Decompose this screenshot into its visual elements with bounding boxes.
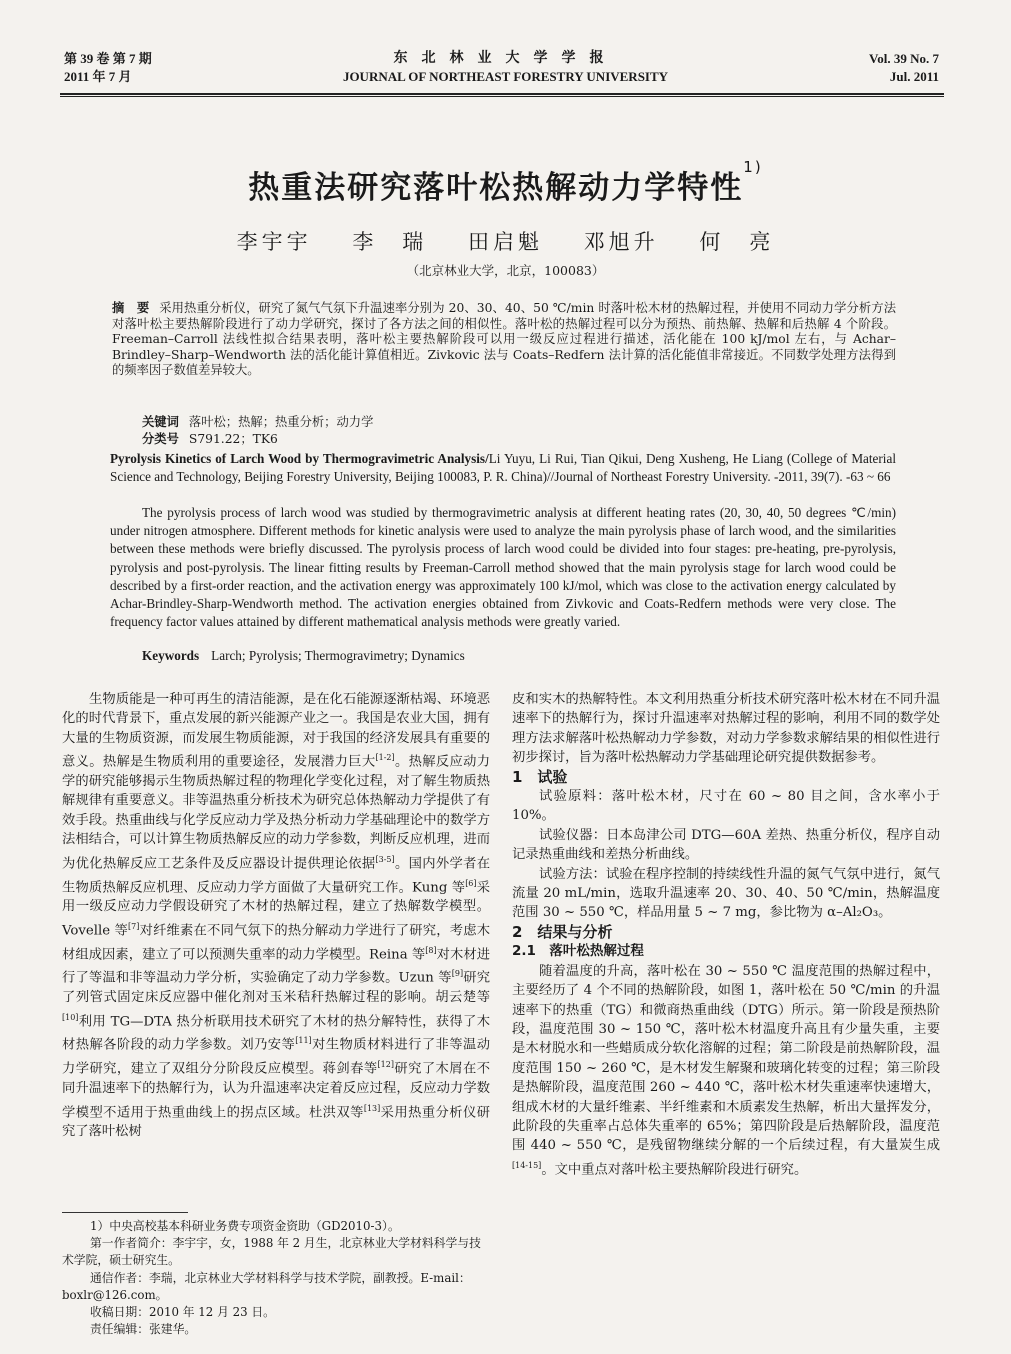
footnote-funding: 1）中央高校基本科研业务费专项资金资助（GD2010-3）。 <box>90 1219 400 1233</box>
keywords-label-en: Keywords <box>142 648 200 663</box>
author: 李 瑞 <box>352 230 428 254</box>
subsection-heading: 2.1 落叶松热解过程 <box>512 943 644 960</box>
text-run: 采用一级反应动力学假设研究了木材的热解过程，建立了热解数学模型。Vovelle 等 <box>62 879 490 939</box>
citation-ref: [8] <box>425 945 437 955</box>
footnote-received-date: 收稿日期：2010 年 12 月 23 日。 <box>90 1305 275 1320</box>
abstract-cn <box>112 301 896 379</box>
title-en: Pyrolysis Kinetics of Larch Wood by Thermogravimetric Analysis/ <box>110 451 489 466</box>
keywords-text-en: Larch; Pyrolysis; Thermogravimetry; Dynamics <box>211 648 465 663</box>
materials-paragraph: 试验原料：落叶松木材，尺寸在 60 ~ 80 目之间，含水率小于 10%。 <box>512 789 940 824</box>
citation-details: Li Yuyu, Li Rui, Tian Qikui, Deng Xusheng, He Liang (College of Material Science and Technology, Beijing Forestry University, Beijing 100083, P. R. China)//Journal of Northeast Forestry University. -2011, 39(7). -63 ~ 66 <box>110 451 896 485</box>
citation-ref: [6] <box>465 878 477 888</box>
journal-issue-en <box>869 50 939 86</box>
text-run: 对生物质材料进行了非等温动力学研究，建立了双组分分阶段反应模型。蒋剑春等 <box>62 1037 491 1077</box>
author-list <box>0 226 1011 256</box>
abstract-en: The pyrolysis process of larch wood was studied by thermogravimetric analysis at different heating rates (20, 30, 40, 50 degrees ℃/min) under nitrogen atmosphere. Different methods for kinetic analysis were used to analyze the main pyrolysis phase of larch wood, and the similarities between these methods were briefly discussed. The pyrolysis process of larch wood could be divided into four stages: pre-heating, pre-pyrolysis, pyrolysis and post-pyrolysis. The linear fitting results by Freeman-Carroll method showed that the main pyrolysis stage for larch wood could be described by a first-order reaction, and the activation energy was approximately 100 kJ/mol, which was close to the activation energy calculated by Achar-Brindley-Sharp-Wendworth method. The activation energies obtained from Zivkovic and Coats-Redfern methods were very close. The frequency factor values attained by different mathematical analysis methods were greatly varied. <box>110 505 896 630</box>
footnote-editor: 责任编辑：张建华。 <box>90 1322 197 1337</box>
title-text: 热重法研究落叶松热解动力学特性 <box>248 170 744 206</box>
text-run: 。文中重点对落叶松主要热解阶段进行研究。 <box>541 1162 808 1178</box>
text-run: 研究了木屑在不同升温速率下的热解行为，认为升温速率决定着反应过程，反应动力学数学模型不适用于热重曲线上的拐点区域。杜洪双等 <box>62 1061 491 1120</box>
author: 田启魁 <box>468 230 543 254</box>
intro-paragraph <box>62 690 490 1142</box>
instrument-paragraph: 试验仪器：日本岛津公司 DTG—60A 差热、热重分析仪，程序自动记录热重曲线和差热分析曲线。 <box>512 827 940 863</box>
text-run: 研究了列管式固定床反应器中催化剂对玉米秸秆热解过程的影响。胡云楚等 <box>62 970 491 1006</box>
text-run: 利用 TG—DTA 热分析联用技术研究了木材的热分解特性，获得了木材热解各阶段的动力学参数。刘乃安等 <box>62 1014 490 1053</box>
citation-ref: [12] <box>377 1060 394 1070</box>
text-run: 采用热重分析仪研究了落叶松树 <box>62 1104 491 1140</box>
citation-ref: [10] <box>62 1012 79 1022</box>
body-column-right <box>512 690 940 1180</box>
date-en: Jul. 2011 <box>889 69 939 84</box>
author: 邓旭升 <box>583 230 659 254</box>
class-label: 分类号 <box>142 432 179 446</box>
class-number: S791.22；TK6 <box>188 432 278 446</box>
section-heading: 2 结果与分析 <box>512 922 613 941</box>
classification-cn <box>142 431 278 447</box>
results-paragraph <box>512 962 940 1180</box>
abstract-label: 摘 要 <box>112 301 150 315</box>
citation-ref: [14-15] <box>512 1160 542 1170</box>
author: 何 亮 <box>699 230 775 254</box>
journal-name-cn: 东北林业大学学报 <box>393 51 618 66</box>
journal-name <box>0 50 1011 86</box>
header-rule-thin <box>60 96 944 97</box>
citation-ref: [3-5] <box>375 854 395 864</box>
text-run: 对木材进行了等温和非等温动力学分析，实验确定了动力学参数。Uzun 等 <box>62 946 491 986</box>
keywords-text: 落叶松；热解；热重分析；动力学 <box>188 415 374 429</box>
citation-ref: [13] <box>363 1103 381 1113</box>
text-run: 生物质能是一种可再生的清洁能源，是在化石能源逐渐枯竭、环境恶化的时代背景下，重点发展的新兴能源产业之一。我国是农业大国，拥有大量的生物质资源，而发展生物质能源，对于我国的经济发展具有重要的意义。热解是生物质利用的重要途径，发展潜力巨大 <box>62 692 490 770</box>
text-run: 对纤维素在不同气氛下的热分解动力学进行了研究，考虑木材组成因素，建立了可以预测失重率的动力学模型。Reina 等 <box>62 923 490 962</box>
citation-en <box>110 450 896 486</box>
keywords-en <box>142 647 465 665</box>
method-paragraph: 试验方法：试验在程序控制的持续线性升温的氮气气氛中进行，氮气流量 20 mL/min，选取升温速率 20、30、40、50 ℃/min，热解温度范围 30 ~ 550 ℃，样品用量 5 ~ 7 mg，参比物为 α–Al₂O₃。 <box>512 866 940 921</box>
text-run: 随着温度的升高，落叶松在 30 ~ 550 ℃ 温度范围的热解过程中，主要经历了 4 个不同的热解阶段，如图 1，落叶松在 50 ℃/min 的升温速率下的热重（TG）和微商热重曲线（DTG）所示。第一阶段是预热阶段，温度范围 30 ~ 150 ℃，落叶松木材温度升高且有少量失重，主要是木材脱水和一些蜡质成分软化溶解的过程；第二阶段是前热解阶段，温度范围 150 ~ 260 ℃，是木材发生解聚和玻璃化转变的过程；第三阶段是热解阶段，温度范围 260 ~ 440 ℃，落叶松木材失重速率快速增大，组成木材的大量纤维素、半纤维素和木质素发生热解，析出大量挥发分，此阶段的失重率占总体失重率的 65%；第四阶段是后热解阶段，温度范围 440 ~ 550 ℃，是残留物继续分解的一个后续过程，有大量炭生成 <box>512 963 940 1154</box>
volume-issue-cn: 第 39 卷 第 7 期 <box>64 51 152 66</box>
affiliation: （北京林业大学，北京，100083） <box>406 263 605 278</box>
date-cn: 2011 年 7 月 <box>64 69 132 84</box>
footnote-corresponding-author: 通信作者：李瑞，北京林业大学材料科学与技术学院，副教授。E-mail：boxlr@126.com。 <box>62 1270 471 1302</box>
title-footnote-mark: 1) <box>743 158 763 176</box>
keywords-cn <box>142 414 373 430</box>
body-column-left <box>62 690 490 1142</box>
footnote-rule <box>62 1212 188 1213</box>
paper-title <box>0 158 1011 207</box>
author: 李宇宇 <box>236 230 312 254</box>
footnote-first-author: 第一作者简介：李宇宇，女，1988 年 2 月生，北京林业大学材料科学与技术学院，硕士研究生。 <box>62 1236 481 1268</box>
text-run: 。国内外学者在生物质热解反应机理、反应动力学方面做了大量研究工作。Kung 等 <box>62 856 491 895</box>
volume-issue-en: Vol. 39 No. 7 <box>869 51 939 66</box>
keywords-label: 关键词 <box>142 415 179 429</box>
text-run: 。热解反应动力学的研究能够揭示生物质热解过程的物理化学变化过程，对了解生物质热解规律有重要意义。非等温热重分析技术为研究总体热解动力学提供了有效手段。热重曲线与化学反应动力学及热分析动力学基础理论中的数学方法相结合，可以计算生物质热解反应的动力学参数，判断反应机理，进而为优化热解反应工艺条件及反应器设计提供理论依据 <box>62 754 491 872</box>
abstract-text: 采用热重分析仪，研究了氮气气氛下升温速率分别为 20、30、40、50 ℃/min 时落叶松木材的热解过程，并使用不同动力学分析方法对落叶松主要热解阶段进行了动力学研究，探讨了各方法之间的相似性。落叶松的热解过程可以分为预热、前热解、热解和后热解 4 个阶段。Freeman–Carroll 法线性拟合结果表明，落叶松主要热解阶段可以用一级反应过程进行描述，活化能在 100 kJ/mol 左右，与 Achar–Brindley–Sharp–Wendworth 法的活化能计算值相近。Zivkovic 法与 Coats–Redfern 法计算的活化能值非常接近。不同数学处理方法得到的频率因子数值差异较大。 <box>112 301 896 378</box>
footnotes <box>62 1218 492 1338</box>
section-heading: 1 试验 <box>512 767 568 786</box>
intro-continuation: 皮和实木的热解特性。本文利用热重分析技术研究落叶松木材在不同升温速率下的热解行为，探讨升温速率对热解过程的影响，利用不同的数学处理方法求解落叶松热解动力学参数，对动力学参数求解结果的相似性进行初步探讨，旨为落叶松热解动力学基础理论研究提供数据参考。 <box>512 692 940 766</box>
citation-ref: [1-2] <box>375 753 395 763</box>
citation-ref: [7] <box>128 921 140 931</box>
journal-name-en: JOURNAL OF NORTHEAST FORESTRY UNIVERSITY <box>342 69 669 84</box>
citation-ref: [11] <box>295 1036 312 1046</box>
header-rule <box>60 93 944 95</box>
citation-ref: [9] <box>451 969 464 979</box>
